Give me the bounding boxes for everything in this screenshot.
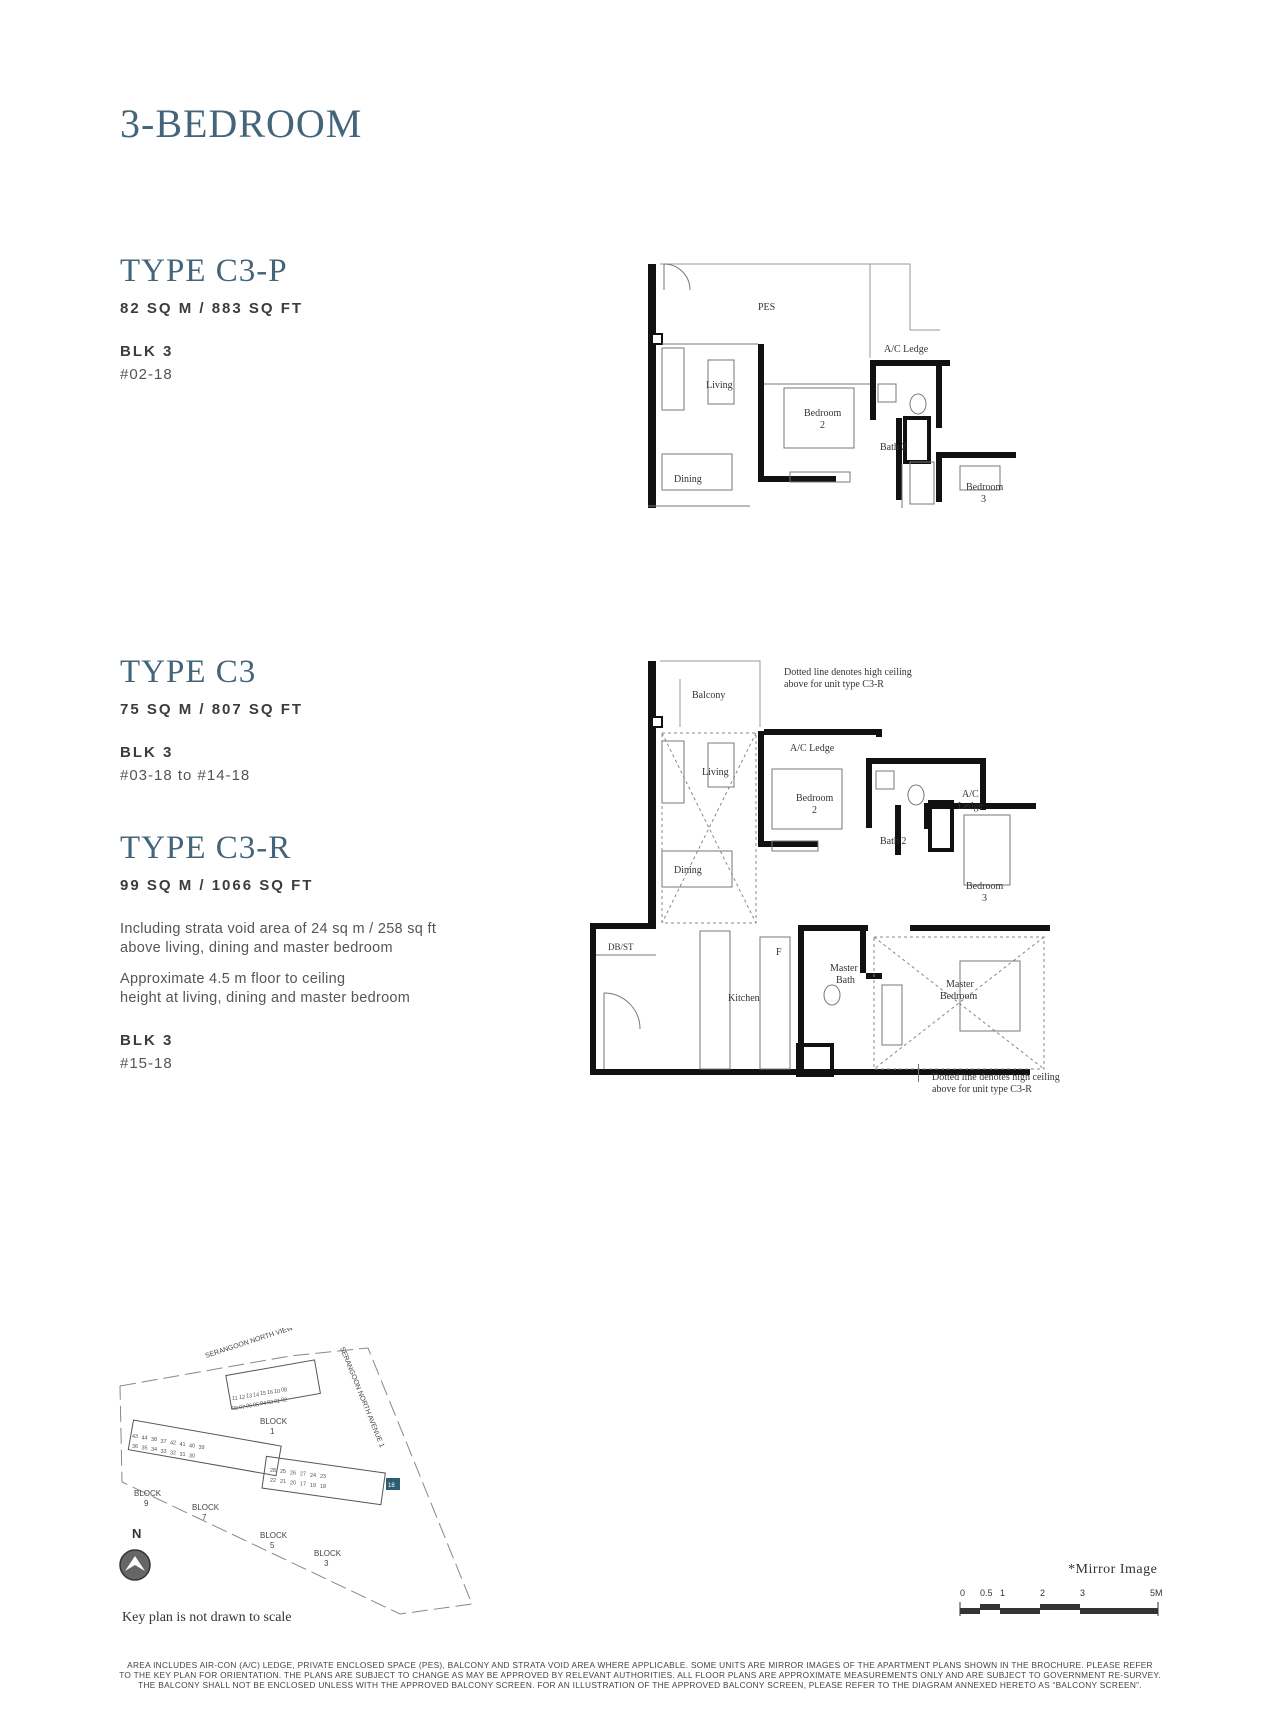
stack-number: 38 [151,1437,158,1444]
block-label: BLK 3 [120,1032,174,1049]
disclaimer-line: TO THE KEY PLAN FOR ORIENTATION. THE PLANS ARE SUBJECT TO CHANGE AS MAY BE APPROVED BY RELEVANT AUTHORITIES. ALL FLOOR PLANS ARE APPROXIMATE MEASUREMENTS ONLY AND ARE SUBJECT TO GOVERNMENT RE-SURVEY. [119,1670,1161,1680]
stack-number: 39 [198,1445,205,1452]
mirror-image-note: *Mirror Image [1068,1562,1158,1577]
stack-number: 11 [232,1396,238,1402]
north-arrow-icon [118,1548,152,1587]
unit-numbers: #02-18 [120,366,173,383]
stack-number: 30 [189,1453,196,1460]
block-label: BLK 3 [120,343,174,360]
scale-tick-label: 1 [1000,1588,1006,1598]
room-label-bedroom3-num: 3 [982,893,987,904]
north-label: N [132,1526,142,1541]
stack-number: 34 [151,1447,158,1454]
key-plan-drawing [110,1328,500,1628]
stack-number: 10 [274,1388,281,1395]
stack-number: 44 [141,1435,148,1442]
room-label-ac-ledge: A/C Ledge [790,743,835,754]
unit-type-name: TYPE C3-P [120,253,288,289]
stack-number: 19 [310,1482,317,1489]
room-label-bath2: Bath 2 [880,442,907,453]
room-label-fridge: F [776,947,782,958]
unit-area: 99 SQ M / 1066 SQ FT [120,877,314,894]
room-label-bedroom3-num: 3 [981,494,986,505]
stack-number: 01 [274,1398,281,1405]
room-label-bedroom3: Bedroom [966,881,1004,892]
stack-number: 22 [270,1478,277,1484]
room-label-kitchen: Kitchen [728,993,760,1004]
scale-tick-label: 2 [1040,1588,1046,1598]
stack-number: 17 [300,1481,307,1488]
stack-number: 03 [267,1400,274,1406]
stack-number: 02 [281,1397,288,1404]
scale-tick-label: 5M [1150,1588,1163,1598]
stack-number: 06 [246,1403,253,1410]
unit-type-name: TYPE C3-R [120,830,292,866]
room-label-ac-ledge-2b: Ledge [958,801,983,812]
unit-c3p-info [120,255,303,383]
stack-number: 07 [239,1404,246,1411]
stack-number: 40 [189,1443,196,1450]
block-label: BLOCK [260,1531,288,1540]
room-label-dining: Dining [674,865,702,876]
legal-disclaimer [100,1660,1180,1690]
stack-number: 33 [160,1448,167,1455]
callout-line [918,1064,920,1082]
highlight-stack-label: 18 [388,1483,395,1489]
key-plan [110,1328,500,1633]
room-label-bedroom2: Bedroom [804,408,842,419]
stack-number: 43 [132,1434,139,1440]
stack-number: 20 [290,1480,297,1487]
stack-number: 23 [320,1474,327,1480]
ceiling-note-top-b: above for unit type C3-R [784,679,884,690]
unit-numbers: #15-18 [120,1055,173,1072]
room-label-bedroom2-num: 2 [812,805,817,816]
room-label-master-bath: Master [830,963,858,974]
ceiling-height-note [120,970,450,1008]
unit-area: 82 SQ M / 883 SQ FT [120,300,304,317]
unit-c3-info [120,656,303,784]
room-label-pes: PES [758,302,776,313]
stack-number: 42 [170,1440,177,1447]
room-label-balcony: Balcony [692,690,726,701]
note-line: Approximate 4.5 m floor to ceiling [120,971,346,987]
stack-number: 24 [310,1472,317,1479]
stack-number: 41 [179,1442,186,1448]
room-label-ac-ledge: A/C Ledge [884,344,929,355]
key-plan-caption: Key plan is not drawn to scale [122,1610,292,1625]
block-label: BLOCK [192,1503,220,1512]
scale-tick-label: 3 [1080,1588,1086,1598]
stack-number: 27 [300,1471,307,1478]
block-number: 3 [324,1559,329,1568]
floor-plan-c3-drawing [590,655,1070,1087]
room-label-bath2: Bath 2 [880,836,907,847]
stack-number: 15 [260,1391,267,1398]
scale-tick-label: 0 [960,1588,966,1598]
room-label-dining: Dining [674,474,702,485]
scale-bar [950,1584,1170,1629]
stack-number: 09 [232,1406,239,1412]
floor-plan-c3p [640,258,1040,513]
note-line: Including strata void area of 24 sq m / 258 sq ft [120,921,437,937]
block-number: 7 [202,1513,207,1522]
stack-number: 25 [280,1469,287,1476]
room-label-bedroom3: Bedroom [966,482,1004,493]
road-label-north-view: SERANGOON NORTH VIEW [204,1328,295,1360]
block-label: BLOCK [314,1549,342,1558]
room-label-ac-ledge-2: A/C [962,789,979,800]
scale-bar-drawing [950,1584,1170,1624]
floor-plan-c3 [590,655,1070,1092]
room-label-master-bedroom: Master [946,979,974,990]
page-title: 3-BEDROOM [120,101,363,146]
stack-number: 35 [141,1445,148,1452]
stack-number: 36 [132,1444,139,1450]
room-label-master-bedroom-b: Bedroom [940,991,978,1002]
room-label-living: Living [702,767,729,778]
stack-number: 12 [239,1394,246,1401]
room-label-bedroom2: Bedroom [796,793,834,804]
disclaimer-line: AREA INCLUDES AIR-CON (A/C) LEDGE, PRIVATE ENCLOSED SPACE (PES), BALCONY AND STRATA VOID AREA WHERE APPLICABLE. SOME UNITS ARE MIRROR IMAGES OF THE APARTMENT PLANS SHOWN IN THE BROCHURE. PLEASE REFER [127,1660,1153,1670]
stack-number: 21 [280,1479,287,1486]
note-line: above living, dining and master bedroom [120,940,393,956]
scale-tick-label: 0.5 [980,1588,993,1598]
ceiling-note-top: Dotted line denotes high ceiling [784,667,912,678]
unit-area: 75 SQ M / 807 SQ FT [120,701,304,718]
stack-number: 05 [253,1402,260,1409]
stack-number: 32 [170,1450,177,1457]
stack-number: 37 [160,1438,167,1445]
disclaimer-line: THE BALCONY SHALL NOT BE ENCLOSED UNLESS WITH THE APPROVED BALCONY SCREEN. FOR AN ILLUSTRATION OF THE APPROVED BALCONY SCREEN, PLEASE REFER TO THE DIAGRAM ANNEXED HERETO AS “BALCONY SCREEN”. [138,1680,1142,1690]
strata-void-note [120,920,450,958]
unit-c3r-info [120,832,450,1072]
block-label: BLOCK [260,1417,288,1426]
block-number: 5 [270,1541,275,1550]
unit-type-name: TYPE C3 [120,654,257,690]
note-line: height at living, dining and master bedroom [120,990,411,1006]
stack-number: 14 [253,1392,260,1399]
block-label: BLOCK [134,1489,162,1498]
road-label-north-avenue: SERANGOON NORTH AVENUE 1 [338,1346,386,1449]
stack-number: 26 [290,1470,297,1477]
block-number: 1 [270,1427,275,1436]
room-label-dbst: DB/ST [608,942,634,952]
stack-number: 04 [260,1401,267,1408]
room-label-master-bath-b: Bath [836,975,855,986]
stack-number: 31 [179,1452,186,1458]
room-label-bedroom2-num: 2 [820,420,825,431]
floor-plan-c3p-drawing [640,258,1040,508]
stack-number: 13 [246,1393,253,1400]
note-line: Dotted line denotes high ceiling [932,1072,1060,1083]
block-number: 9 [144,1499,149,1508]
room-label-living: Living [706,380,733,391]
block-label: BLK 3 [120,744,174,761]
note-line: above for unit type C3-R [932,1084,1032,1095]
stack-number: 28 [270,1468,277,1474]
stack-number: 08 [281,1387,288,1394]
ceiling-note-bottom [932,1072,1060,1096]
unit-numbers: #03-18 to #14-18 [120,767,251,784]
stack-number: 18 [320,1484,327,1490]
stack-number: 16 [267,1390,274,1396]
